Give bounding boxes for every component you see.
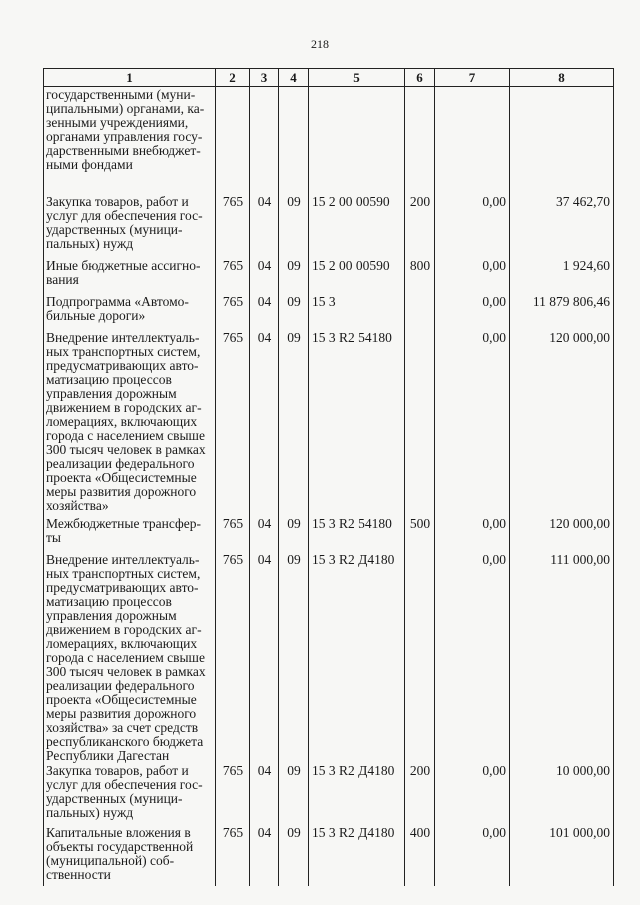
row-ministry-code: 765	[216, 764, 250, 826]
row-amount-col8: 101 000,00	[510, 826, 614, 886]
header-col-2: 2	[216, 69, 250, 87]
row-name: Межбюджетные трансфер- ты	[44, 517, 216, 553]
header-row	[44, 69, 614, 87]
row-ministry-code: 765	[216, 295, 250, 331]
row-subsection: 09	[279, 331, 309, 517]
row-subsection: 09	[279, 295, 309, 331]
row-amount-col7: 0,00	[435, 826, 510, 886]
row-name: Внедрение интеллектуаль- ных транспортных систем, предусматривающих авто- матизацию процессов управления дорожным движением в городских аг- ломерациях, включающих города с населением свыше 300 тысяч человек в рамках реализации федерального проекта «Общесистемные меры развития дорожного хозяйства»	[44, 331, 216, 517]
row-amount-col7: 0,00	[435, 295, 510, 331]
table-row	[44, 295, 614, 331]
table-row	[44, 259, 614, 295]
row-name: Капитальные вложения в объекты государственной (муниципальной) соб- ственности	[44, 826, 216, 886]
table-row	[44, 764, 614, 826]
row-target-article	[309, 87, 405, 195]
table-body	[44, 87, 614, 886]
header-col-6: 6	[405, 69, 435, 87]
row-section: 04	[250, 295, 279, 331]
row-subsection	[279, 87, 309, 195]
row-target-article: 15 2 00 00590	[309, 259, 405, 295]
row-amount-col8: 10 000,00	[510, 764, 614, 826]
header-col-4: 4	[279, 69, 309, 87]
row-target-article: 15 3 R2 Д4180	[309, 826, 405, 886]
row-section: 04	[250, 553, 279, 764]
header-col-5: 5	[309, 69, 405, 87]
budget-table	[43, 68, 614, 886]
row-expense-type	[405, 87, 435, 195]
row-target-article: 15 3 R2 Д4180	[309, 764, 405, 826]
row-expense-type: 500	[405, 517, 435, 553]
row-name: Иные бюджетные ассигно- вания	[44, 259, 216, 295]
table-row	[44, 826, 614, 886]
row-ministry-code: 765	[216, 331, 250, 517]
header-col-3: 3	[250, 69, 279, 87]
row-ministry-code: 765	[216, 826, 250, 886]
row-name: Подпрограмма «Автомо- бильные дороги»	[44, 295, 216, 331]
budget-table-container	[43, 68, 613, 886]
row-amount-col7: 0,00	[435, 259, 510, 295]
row-ministry-code: 765	[216, 517, 250, 553]
row-amount-col8: 120 000,00	[510, 331, 614, 517]
row-expense-type: 800	[405, 259, 435, 295]
row-amount-col8: 11 879 806,46	[510, 295, 614, 331]
row-name: государственными (муни- ципальными) органами, ка- зенными учреждениями, органами управления госу- дарственными внебюджет- ными фондами	[44, 87, 216, 195]
row-subsection: 09	[279, 195, 309, 259]
row-section	[250, 87, 279, 195]
row-section: 04	[250, 764, 279, 826]
row-section: 04	[250, 195, 279, 259]
row-ministry-code: 765	[216, 195, 250, 259]
row-expense-type: 200	[405, 764, 435, 826]
table-row	[44, 517, 614, 553]
table-row	[44, 195, 614, 259]
row-amount-col7: 0,00	[435, 553, 510, 764]
header-col-7: 7	[435, 69, 510, 87]
row-ministry-code: 765	[216, 553, 250, 764]
row-name: Внедрение интеллектуаль- ных транспортных систем, предусматривающих авто- матизацию процессов управления дорожным движением в городских аг- ломерациях, включающих города с населением свыше 300 тысяч человек в рамках реализации федерального проекта «Общесистемные меры развития дорожного хозяйства» за счет средств республиканского бюджета Республики Дагестан	[44, 553, 216, 764]
row-ministry-code: 765	[216, 259, 250, 295]
row-ministry-code	[216, 87, 250, 195]
row-amount-col7: 0,00	[435, 764, 510, 826]
row-section: 04	[250, 259, 279, 295]
row-name: Закупка товаров, работ и услуг для обеспечения гос- ударственных (муници- пальных) нужд	[44, 195, 216, 259]
row-amount-col8: 1 924,60	[510, 259, 614, 295]
header-col-1: 1	[44, 69, 216, 87]
row-expense-type	[405, 331, 435, 517]
row-subsection: 09	[279, 553, 309, 764]
table-row	[44, 553, 614, 764]
row-subsection: 09	[279, 517, 309, 553]
row-subsection: 09	[279, 259, 309, 295]
row-expense-type: 200	[405, 195, 435, 259]
row-target-article: 15 3 R2 54180	[309, 517, 405, 553]
row-subsection: 09	[279, 826, 309, 886]
table-row	[44, 87, 614, 195]
row-amount-col8: 120 000,00	[510, 517, 614, 553]
row-amount-col7	[435, 87, 510, 195]
row-section: 04	[250, 517, 279, 553]
row-expense-type	[405, 553, 435, 764]
header-col-8: 8	[510, 69, 614, 87]
row-subsection: 09	[279, 764, 309, 826]
row-amount-col7: 0,00	[435, 195, 510, 259]
row-target-article: 15 3 R2 54180	[309, 331, 405, 517]
row-expense-type: 400	[405, 826, 435, 886]
row-target-article: 15 3	[309, 295, 405, 331]
row-amount-col8: 37 462,70	[510, 195, 614, 259]
row-section: 04	[250, 331, 279, 517]
row-amount-col7: 0,00	[435, 517, 510, 553]
row-target-article: 15 2 00 00590	[309, 195, 405, 259]
table-row	[44, 331, 614, 517]
row-amount-col8: 111 000,00	[510, 553, 614, 764]
table-header	[44, 69, 614, 87]
row-expense-type	[405, 295, 435, 331]
row-target-article: 15 3 R2 Д4180	[309, 553, 405, 764]
row-name: Закупка товаров, работ и услуг для обеспечения гос- ударственных (муници- пальных) нужд	[44, 764, 216, 826]
page-number: 218	[311, 37, 329, 51]
row-section: 04	[250, 826, 279, 886]
row-amount-col7: 0,00	[435, 331, 510, 517]
row-amount-col8	[510, 87, 614, 195]
